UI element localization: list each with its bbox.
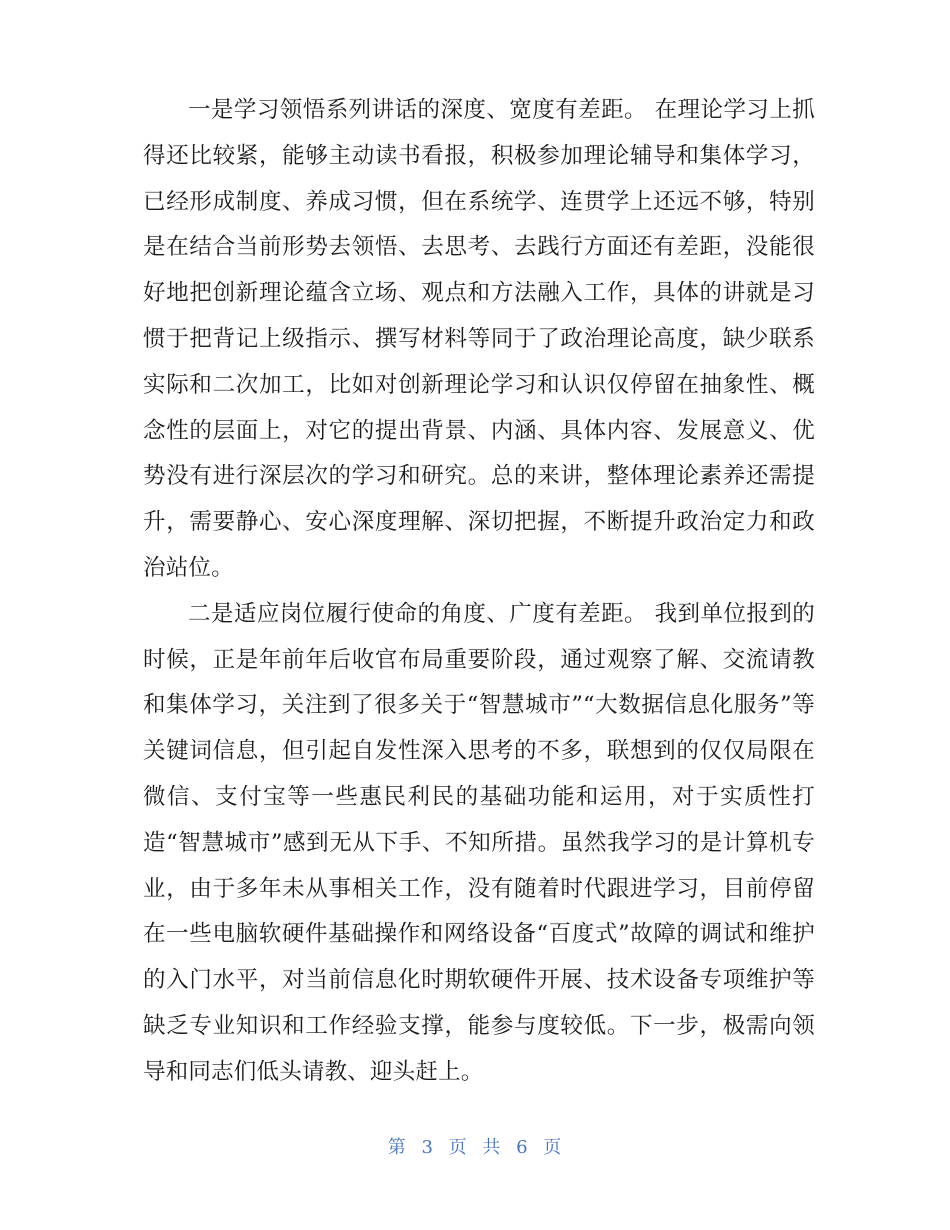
page-number-footer bbox=[0, 1133, 950, 1159]
document-body bbox=[143, 88, 815, 1096]
paragraph-1: 一是学习领悟系列讲话的深度、宽度有差距。 在理论学习上抓得还比较紧，能够主动读书看报，积极参加理论辅导和集体学习，已经形成制度、养成习惯，但在系统学、连贯学上还远不够，特别是在结合当前形势去领悟、去思考、去践行方面还有差距，没能很好地把创新理论蕴含立场、观点和方法融入工作，具体的讲就是习惯于把背记上级指示、撰写材料等同于了政治理论高度，缺少联系实际和二次加工，比如对创新理论学习和认识仅停留在抽象性、概念性的层面上，对它的提出背景、内涵、具体内容、发展意义、优势没有进行深层次的学习和研究。总的来讲，整体理论素养还需提升，需要静心、安心深度理解、深切把握，不断提升政治定力和政治站位。 bbox=[143, 97, 815, 581]
paragraph-2: 二是适应岗位履行使命的角度、广度有差距。 我到单位报到的时候，正是年前年后收官布局重要阶段，通过观察了解、交流请教和集体学习，关注到了很多关于“智慧城市”“大数据信息化服务”等关键词信息，但引起自发性深入思考的不多，联想到的仅仅局限在微信、支付宝等一些惠民利民的基础功能和运用，对于实质性打造“智慧城市”感到无从下手、不知所措。虽然我学习的是计算机专业，由于多年未从事相关工作，没有随着时代跟进学习，目前停留在一些电脑软硬件基础操作和网络设备“百度式”故障的调试和维护的入门水平，对当前信息化时期软硬件开展、技术设备专项维护等缺乏专业知识和工作经验支撑，能参与度较低。下一步，极需向领导和同志们低头请教、迎头赶上。 bbox=[143, 600, 815, 1085]
footer-label-total-unit: 页 bbox=[543, 1137, 563, 1158]
footer-label-page-unit: 页 bbox=[448, 1137, 468, 1158]
footer-current-page: 3 bbox=[421, 1137, 434, 1158]
footer-label-total: 共 bbox=[482, 1137, 502, 1158]
footer-total-pages: 6 bbox=[516, 1137, 529, 1158]
footer-label-page: 第 bbox=[387, 1137, 407, 1158]
